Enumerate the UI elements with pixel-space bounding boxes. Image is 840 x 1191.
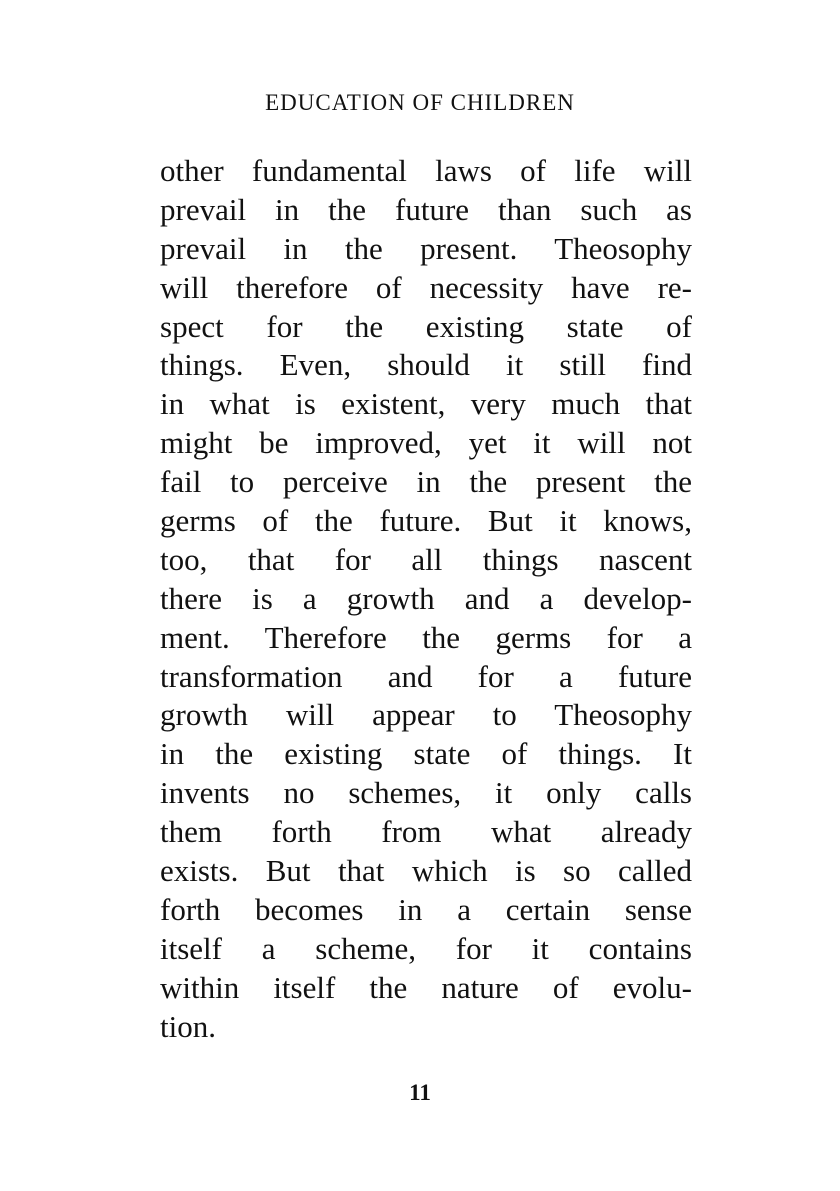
text-line: too, that for all things nascent (160, 541, 692, 577)
text-line: tion. (160, 1008, 216, 1044)
text-line: prevail in the future than such as (160, 191, 692, 227)
text-line: will therefore of necessity have re- (160, 269, 692, 305)
text-line: them forth from what already (160, 814, 692, 850)
text-line: invents no schemes, it only calls (160, 775, 692, 811)
text-line: might be improved, yet it will not (160, 425, 692, 461)
text-line: transformation and for a future (160, 658, 692, 694)
running-head: EDUCATION OF CHILDREN (265, 90, 575, 115)
text-line: within itself the nature of evolu- (160, 969, 692, 1005)
text-line: there is a growth and a develop- (160, 580, 692, 616)
text-line: other fundamental laws of life will (160, 153, 692, 188)
text-line: in what is existent, very much that (160, 386, 692, 422)
text-line: growth will appear to Theosophy (160, 697, 692, 733)
text-line: itself a scheme, for it contains (160, 930, 692, 966)
text-line: germs of the future. But it knows, (160, 503, 692, 539)
page-number: 11 (409, 1080, 431, 1105)
text-line: in the existing state of things. It (160, 736, 692, 772)
body-text (160, 152, 692, 1046)
text-line: things. Even, should it still find (160, 347, 692, 383)
text-line: prevail in the present. Theosophy (160, 230, 692, 266)
text-line: exists. But that which is so called (160, 853, 692, 889)
text-line: forth becomes in a certain sense (160, 891, 692, 927)
text-line: spect for the existing state of (160, 308, 692, 344)
text-line: fail to perceive in the present the (160, 464, 692, 500)
text-line: ment. Therefore the germs for a (160, 619, 692, 655)
